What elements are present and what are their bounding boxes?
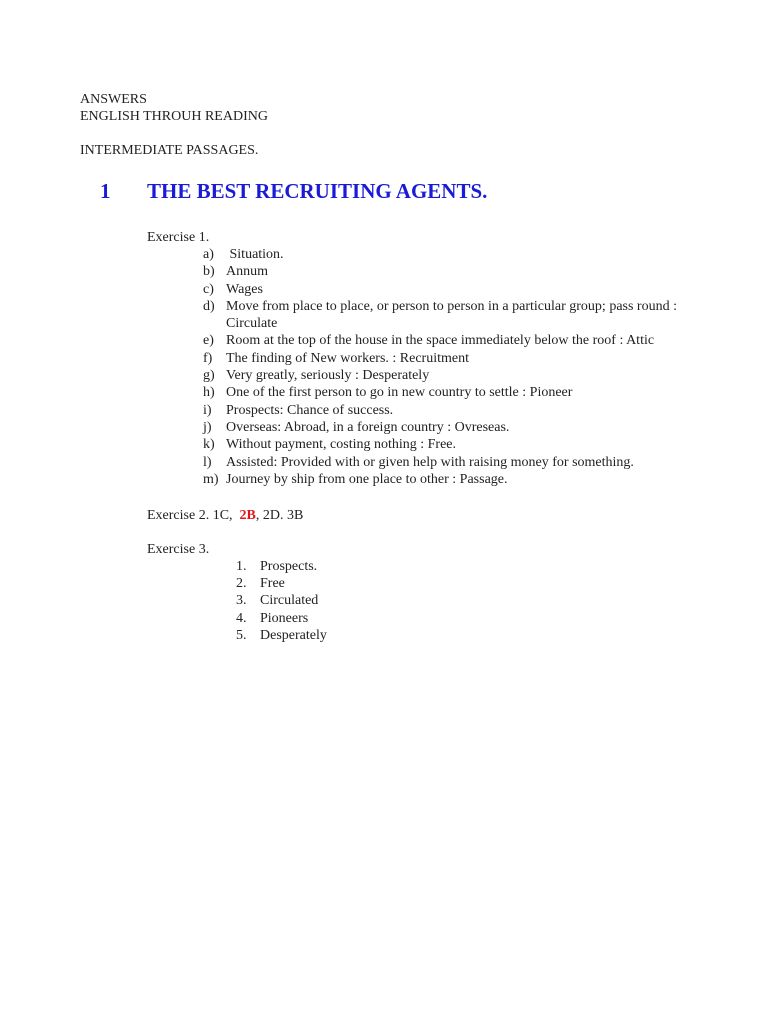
list-item — [203, 384, 723, 401]
header-answers: ANSWERS — [80, 92, 147, 107]
header-book-title: ENGLISH THROUH READING — [80, 109, 268, 124]
list-marker: a) — [203, 247, 214, 262]
list-item — [203, 402, 723, 419]
list-marker: 2. — [236, 576, 247, 592]
list-text: Annum — [226, 264, 268, 280]
list-item — [203, 263, 723, 280]
list-marker: e) — [203, 333, 214, 349]
list-item — [203, 471, 723, 488]
exercise1-label: Exercise 1. — [147, 230, 210, 245]
exercise1-list — [203, 246, 723, 488]
list-marker: 1. — [236, 559, 247, 574]
list-marker: 4. — [236, 610, 247, 626]
exercise2-answers-part2: , 2D. 3B — [255, 508, 304, 523]
list-item — [203, 419, 723, 436]
list-marker: f) — [203, 350, 213, 366]
list-text: Room at the top of the house in the space immediately below the roof : Attic — [226, 333, 655, 349]
list-marker: 5. — [236, 627, 247, 643]
list-text: Very greatly, seriously : Desperately — [226, 368, 430, 384]
list-text: Pioneers — [260, 610, 309, 626]
list-item — [236, 558, 327, 575]
list-text: Prospects: Chance of success. — [226, 402, 394, 418]
list-item — [203, 436, 723, 453]
list-item — [203, 246, 723, 263]
list-marker: m) — [203, 471, 219, 487]
list-text: Prospects. — [260, 559, 318, 574]
header-level: INTERMEDIATE PASSAGES. — [80, 143, 259, 158]
list-marker: 3. — [236, 593, 247, 609]
list-marker: b) — [203, 264, 215, 280]
list-marker: c) — [203, 281, 214, 297]
list-marker: i) — [203, 402, 212, 418]
list-item — [203, 298, 723, 333]
list-marker: k) — [203, 437, 215, 453]
list-item — [236, 592, 327, 609]
list-marker: l) — [203, 454, 212, 470]
exercise2-line — [147, 507, 303, 524]
list-text: Move from place to place, or person to person in a particular group; pass round : Circulate — [226, 298, 677, 332]
list-text: Journey by ship from one place to other : Passage. — [226, 471, 508, 487]
list-item — [203, 332, 723, 349]
list-text: Circulated — [260, 593, 319, 609]
list-marker: d) — [203, 298, 215, 314]
exercise2-highlight: 2B — [239, 508, 256, 523]
list-item — [203, 281, 723, 298]
exercise3-list — [236, 558, 327, 644]
list-text: Situation. — [226, 247, 284, 262]
list-text: Without payment, costing nothing : Free. — [226, 437, 457, 453]
list-item — [203, 454, 723, 471]
list-item — [236, 575, 327, 592]
list-marker: h) — [203, 385, 215, 401]
section-number: 1 — [100, 179, 111, 203]
list-text: Free — [260, 576, 285, 592]
list-text: Wages — [226, 281, 263, 297]
list-text: Overseas: Abroad, in a foreign country : Ovreseas. — [226, 419, 510, 435]
list-text: One of the first person to go in new country to settle : Pioneer — [226, 385, 573, 401]
list-item — [203, 367, 723, 384]
list-text: Assisted: Provided with or given help with raising money for something. — [226, 454, 634, 470]
list-item — [203, 350, 723, 367]
list-marker: j) — [203, 419, 212, 435]
list-item — [236, 610, 327, 627]
list-text: Desperately — [260, 627, 327, 643]
exercise3-label: Exercise 3. — [147, 542, 210, 557]
list-text: The finding of New workers. : Recruitment — [226, 350, 469, 366]
exercise2-answers-part1: 1C, — [209, 508, 240, 523]
list-marker: g) — [203, 368, 215, 384]
list-item — [236, 627, 327, 644]
section-heading — [100, 178, 487, 204]
exercise2-label: Exercise 2. — [147, 508, 210, 523]
section-title: THE BEST RECRUITING AGENTS. — [147, 179, 488, 203]
